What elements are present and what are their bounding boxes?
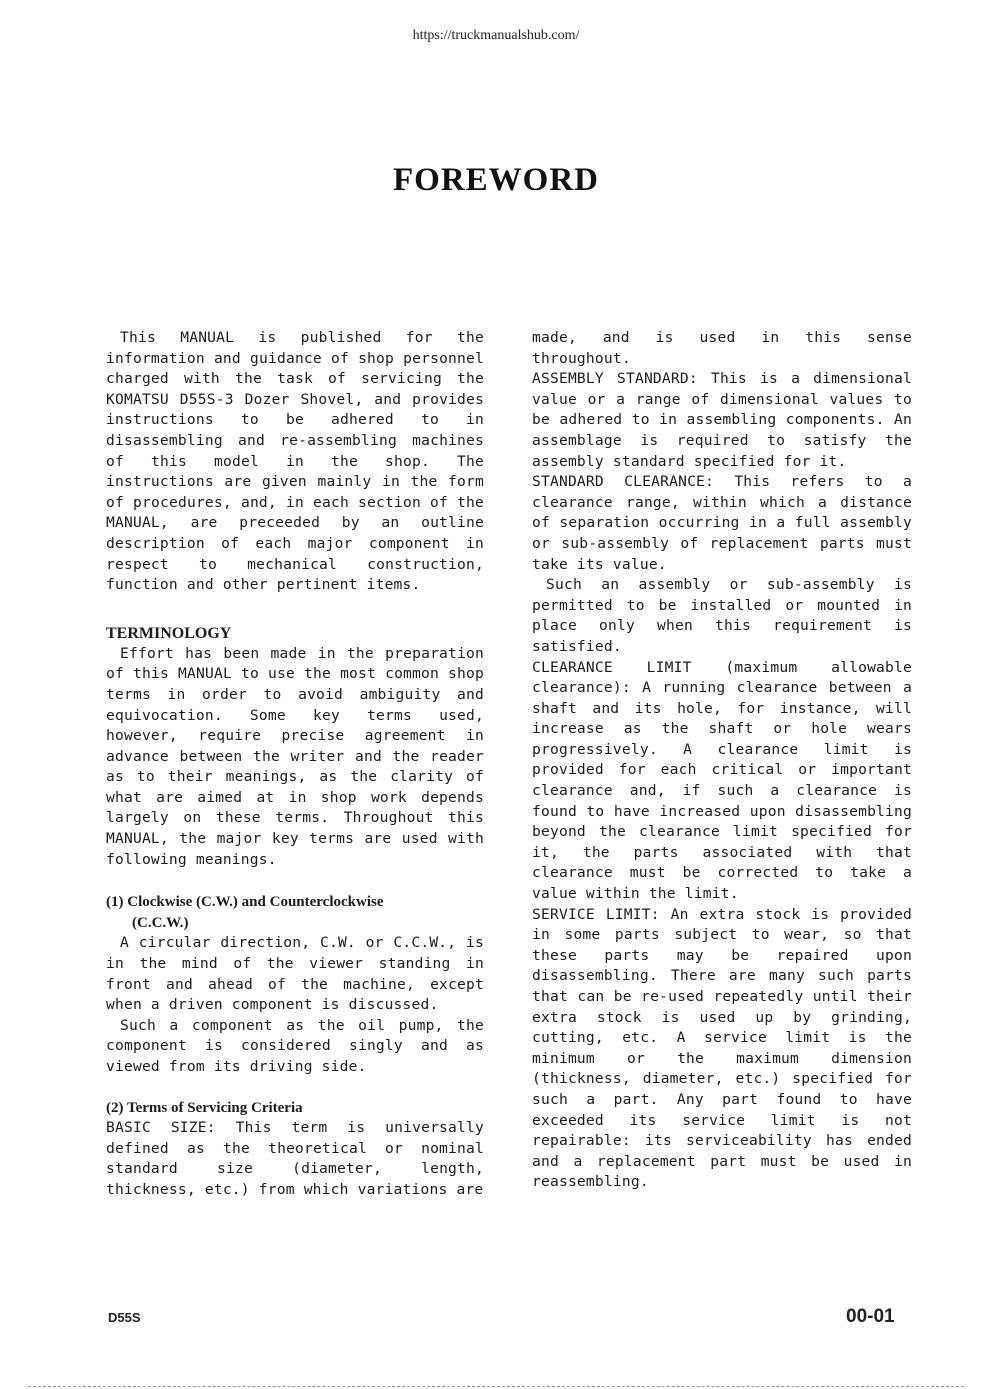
basic-size-paragraph: BASIC SIZE: This term is universally defined as the theoretical or nominal standard size (diameter, length, thickness, etc.) from which variations are: [106, 1119, 484, 1198]
service-limit-paragraph: SERVICE LIMIT: An extra stock is provided in some parts subject to wear, so that these parts may be repaired upon disassembling. There are many such parts that can be re-used repeatedly until their extra stock is used up by grinding, cutting, etc. A service limit is the minimum or the maximum dimension (thickness, diameter, etc.) specified for such a part. Any part found to have exceeded its service limit is not repairable: its serviceability has ended and a replacement part must be used in reassembling.: [532, 905, 912, 1191]
standard-clearance-paragraph: STANDARD CLEARANCE: This refers to a clearance range, within which a distance of separation occurring in a full assembly or sub-assembly of replacement parts must take its value.: [532, 473, 912, 573]
section2-heading: (2) Terms of Servicing Criteria: [106, 1099, 303, 1116]
bottom-rule: [28, 1386, 964, 1387]
source-url: https://truckmanualshub.com/: [412, 28, 580, 43]
section1-paragraph-1: A circular direction, C.W. or C.C.W., is in the mind of the viewer standing in front and ahead of the machine, except when a driven component is discussed.: [106, 934, 484, 1014]
clearance-limit-paragraph: CLEARANCE LIMIT (maximum allowable clearance): A running clearance between a shaft and its hole, for instance, will increase as the shaft or hole wears progressively. A clearance limit is provided for each critical or important clearance and, if such a clearance is found to have increased upon disassembling beyond the clearance limit specified for it, the parts associated with that clearance must be corrected to take a value within the limit.: [532, 658, 912, 903]
standard-clearance-paragraph-2: Such an assembly or sub-assembly is permitted to be installed or mounted in place only when this requirement is satisfied.: [532, 576, 912, 655]
page-title: FOREWORD: [393, 162, 599, 198]
terminology-heading: TERMINOLOGY: [106, 624, 232, 642]
basic-size-continuation: made, and is used in this sense throughout.: [532, 329, 912, 367]
footer-page-number: 00-01: [846, 1306, 895, 1327]
footer-model: D55S: [108, 1310, 141, 1325]
terminology-paragraph: Effort has been made in the preparation of this MANUAL to use the most common shop terms in order to avoid ambiguity and equivocation. Some key terms used, however, require precise agreement in advance between the writer and the reader as to their meanings, as the clarity of what are aimed at in shop work depends largely on these terms. Throughout this MANUAL, the major key terms are used with following meanings.: [106, 644, 484, 868]
section1-paragraph-2: Such a component as the oil pump, the component is considered singly and as viewed from its driving side.: [106, 1016, 484, 1075]
section1-heading-line2: (C.C.W.): [132, 914, 189, 931]
assembly-standard-paragraph: ASSEMBLY STANDARD: This is a dimensional value or a range of dimensional values to be adhered to in assembling components. An assemblage is required to satisfy the assembly standard specified for it.: [532, 370, 912, 470]
left-column: [106, 328, 484, 1201]
right-column: [532, 328, 912, 1193]
section1-heading: [106, 892, 484, 933]
section1-heading-line1: (1) Clockwise (C.W.) and Counterclockwise: [106, 894, 384, 911]
intro-paragraph: This MANUAL is published for the information and guidance of shop personnel charged with the task of servicing the KOMATSU D55S-3 Dozer Shovel, and provides instructions to be adhered to in disassembling and re-assembling machines of this model in the shop. The instructions are given mainly in the form of procedures, and, in each section of the MANUAL, are preceeded by an outline description of each major component in respect to mechanical construction, function and other pertinent items.: [106, 329, 484, 594]
